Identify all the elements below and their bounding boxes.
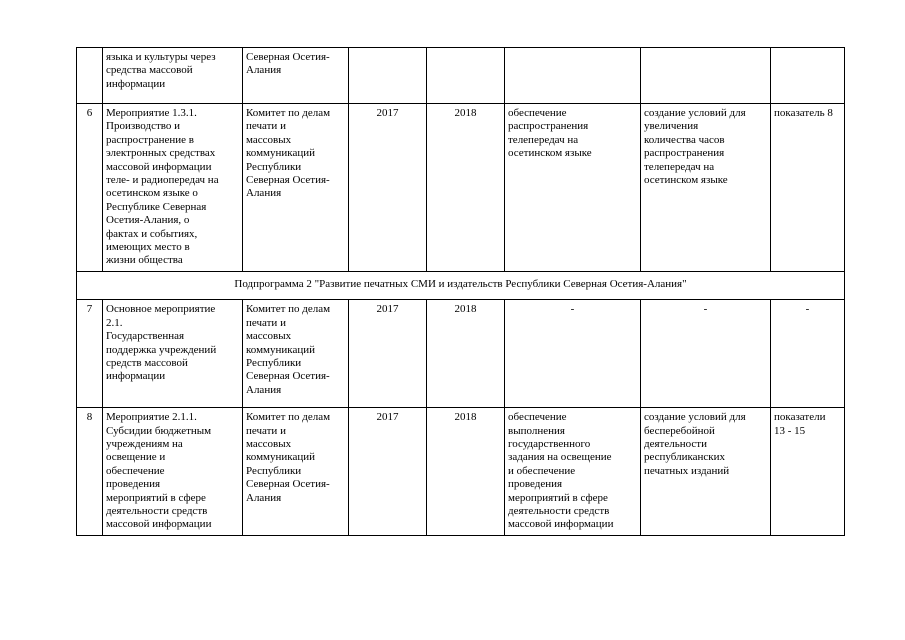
end-year-cell: 2018 — [427, 300, 505, 408]
result-cell — [505, 48, 641, 104]
row-number-cell: 8 — [77, 408, 103, 536]
executor-cell: Комитет по делам печати и массовых коммуникаций Республики Северная Осетия- Алания — [243, 300, 349, 408]
event-name-cell: Мероприятие 2.1.1. Субсидии бюджетным учреждениям на освещение и обеспечение проведения мероприятий в сфере деятельности средств массовой информации — [103, 408, 243, 536]
indicator-cell: - — [771, 300, 845, 408]
start-year-cell: 2017 — [349, 104, 427, 272]
start-year-cell: 2017 — [349, 408, 427, 536]
executor-cell: Северная Осетия- Алания — [243, 48, 349, 104]
effect-cell: создание условий для увеличения количества часов распространения телепередач на осетинском языке — [641, 104, 771, 272]
result-cell: обеспечение распространения телепередач на осетинском языке — [505, 104, 641, 272]
event-name-cell: языка и культуры через средства массовой информации — [103, 48, 243, 104]
program-events-table — [76, 47, 845, 536]
indicator-cell: показатель 8 — [771, 104, 845, 272]
table-row — [77, 104, 845, 272]
indicator-cell — [771, 48, 845, 104]
indicator-cell: показатели 13 - 15 — [771, 408, 845, 536]
executor-cell: Комитет по делам печати и массовых коммуникаций Республики Северная Осетия- Алания — [243, 104, 349, 272]
end-year-cell: 2018 — [427, 104, 505, 272]
row-number-cell — [77, 48, 103, 104]
subprogram-title: Подпрограмма 2 "Развитие печатных СМИ и издательств Республики Северная Осетия-Алания" — [77, 271, 845, 299]
effect-cell: - — [641, 300, 771, 408]
subprogram-row — [77, 271, 845, 299]
event-name-cell: Основное мероприятие 2.1. Государственная поддержка учреждений средств массовой информации — [103, 300, 243, 408]
effect-cell: создание условий для бесперебойной деятельности республиканских печатных изданий — [641, 408, 771, 536]
end-year-cell: 2018 — [427, 408, 505, 536]
result-cell: - — [505, 300, 641, 408]
event-name-cell: Мероприятие 1.3.1. Производство и распространение в электронных средствах массовой информации теле- и радиопередач на осетинском языке о Республике Северная Осетия-Алания, о фактах и событиях, имеющих место в жизни общества — [103, 104, 243, 272]
effect-cell — [641, 48, 771, 104]
table-row — [77, 300, 845, 408]
executor-cell: Комитет по делам печати и массовых коммуникаций Республики Северная Осетия- Алания — [243, 408, 349, 536]
row-number-cell: 7 — [77, 300, 103, 408]
table-row — [77, 408, 845, 536]
start-year-cell: 2017 — [349, 300, 427, 408]
result-cell: обеспечение выполнения государственного задания на освещение и обеспечение проведения мероприятий в сфере деятельности средств массовой информации — [505, 408, 641, 536]
row-number-cell: 6 — [77, 104, 103, 272]
start-year-cell — [349, 48, 427, 104]
table-row — [77, 48, 845, 104]
end-year-cell — [427, 48, 505, 104]
document-page — [76, 47, 845, 536]
